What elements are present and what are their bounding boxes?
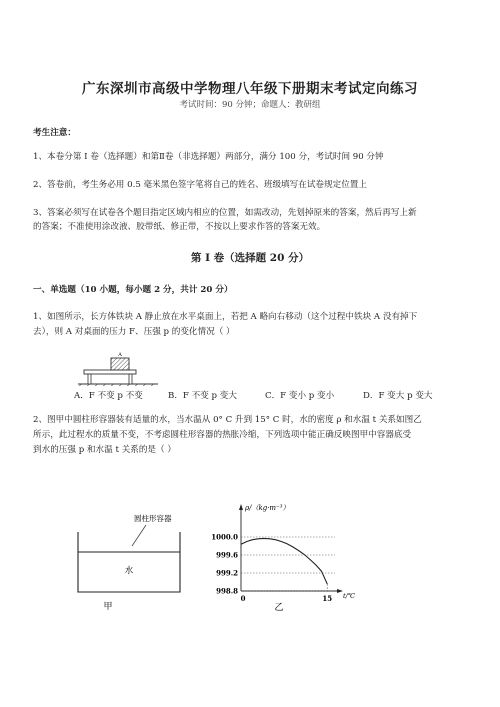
q2-line-1: 2、图甲中圆柱形容器装有适量的水，当水温从 0° C 升到 15° C 时，水的密度 ρ 和水温 t 关系如图乙 xyxy=(33,415,422,425)
y-axis-arrow xyxy=(239,504,243,510)
y-axis-label: ρ/（kg·m⁻³） xyxy=(245,504,290,512)
figure-jia-caption: 甲 xyxy=(103,602,113,610)
q2-figure-jia xyxy=(70,498,190,610)
notice-item-2: 2、答卷前，考生务必用 0.5 毫米黑色签字笔将自己的姓名、班级填写在试卷规定位置上 xyxy=(33,180,367,190)
table-top xyxy=(84,370,136,374)
notice-item-3: 3、答案必须写在试卷各个题目指定区域内相应的位置，如需改动，先划掉原来的答案，然后再写上新 xyxy=(33,208,417,218)
y-tick-label-1: 999.6 xyxy=(216,550,238,560)
q1-line-2: 去），则 A 对桌面的压力 F、压强 p 的变化情况（ ） xyxy=(33,327,235,337)
q1-figure xyxy=(78,350,158,386)
table-leg-left xyxy=(88,374,91,384)
y-tick-label-0: 1000.0 xyxy=(211,532,238,542)
notice-item-3-cont: 的答案；不准使用涂改液、胶带纸、修正带，不按以上要求作答的答案无效。 xyxy=(33,222,326,232)
density-curve xyxy=(241,538,327,584)
q2-line-3: 到水的压强 p 和水温 t 关系的是（ ） xyxy=(33,445,176,455)
section-title: 第 I 卷（选择题 20 分） xyxy=(190,252,310,264)
q1-option-a: A．F 不变 p 不变 xyxy=(74,391,143,401)
q1-line-1: 1、如图所示，长方体铁块 A 静止放在水平桌面上，若把 A 略向右移动（这个过程中铁块 A 没有掉下 xyxy=(33,312,418,322)
notice-heading: 考生注意： xyxy=(33,128,76,138)
q2-line-2: 所示，此过程水的质量不变，不考虑圆柱形容器的热胀冷缩，下列选项中能正确反映图甲中容器底受 xyxy=(33,430,412,440)
y-tick-label-2: 999.2 xyxy=(216,568,238,578)
block-a-label: A xyxy=(118,352,122,358)
q1-option-b: B．F 不变 p 变大 xyxy=(168,391,237,401)
container-pointer xyxy=(132,525,146,546)
container-label: 圆柱形容器 xyxy=(134,514,172,523)
notice-item-1: 1、本卷分第 I 卷（选择题）和第Ⅱ卷（非选择题）两部分，满分 100 分，考试时间 90 分钟 xyxy=(33,152,384,162)
figure-yi-caption: 乙 xyxy=(274,603,284,613)
x-axis-label: t/℃ xyxy=(343,592,356,600)
y-tick-label-3: 998.8 xyxy=(216,586,238,596)
chart-gridlines xyxy=(241,537,335,591)
density-temperature-chart xyxy=(205,498,365,616)
x-tick-label-1: 15 xyxy=(322,594,333,603)
page-title: 广东深圳市高级中学物理八年级下册期末考试定向练习 xyxy=(82,81,418,97)
chart-ticks xyxy=(211,533,332,604)
exam-subtitle: 考试时间：90 分钟；命题人：教研组 xyxy=(179,100,321,110)
iron-block-a xyxy=(111,358,129,370)
container-outline xyxy=(78,532,180,592)
q1-option-c: C．F 变小 p 变小 xyxy=(265,391,335,401)
water-label: 水 xyxy=(124,566,134,576)
part-heading: 一、单选题（10 小题，每小题 2 分，共计 20 分） xyxy=(33,285,233,295)
x-tick-label-0: 0 xyxy=(240,594,246,603)
q1-option-d: D．F 变大 p 变大 xyxy=(363,391,433,401)
table-leg-right xyxy=(129,374,132,384)
